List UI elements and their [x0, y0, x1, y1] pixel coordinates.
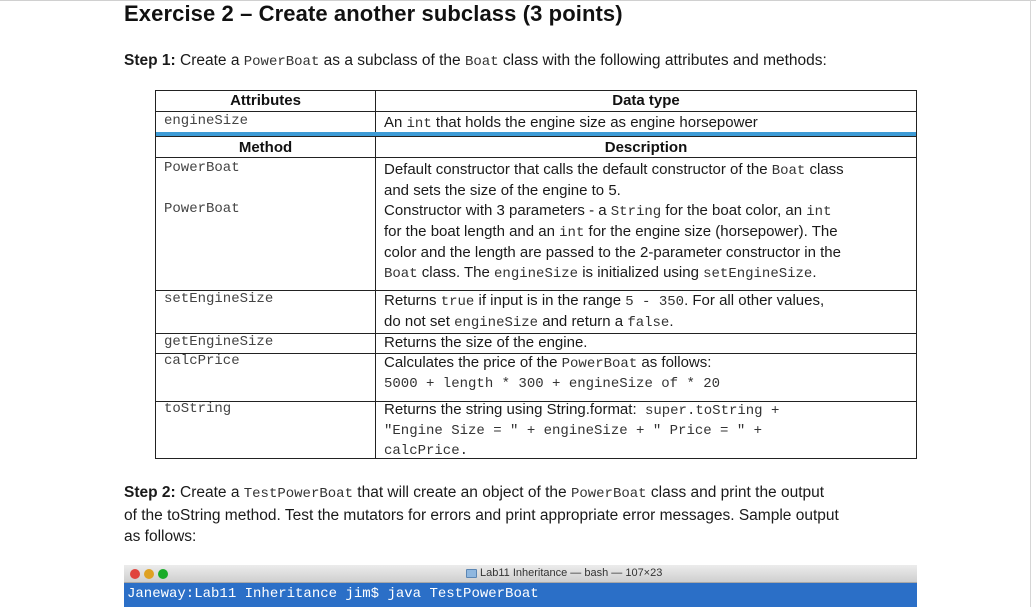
method-name-set-engine-size: setEngineSize: [164, 291, 274, 307]
step1-text: Create a: [175, 52, 244, 69]
method-name-get-engine-size: getEngineSize: [164, 334, 274, 350]
step1-code-boat: Boat: [464, 54, 499, 70]
right-border: [1030, 0, 1031, 607]
terminal-window: [124, 565, 917, 607]
method-desc-default-constructor: Default constructor that calls the default constructor of the Boat class and sets the size of the engine to 5.: [384, 161, 844, 199]
step1-paragraph: [124, 50, 827, 73]
attr-type-code: int: [406, 116, 432, 132]
step2-line: as follows:: [124, 528, 197, 545]
method-desc-set-engine-size: Returns true if input is in the range 5 - 350. For all other values, do not set engineSize and return a false.: [384, 292, 825, 331]
folder-icon: [466, 569, 477, 578]
minimize-window-button[interactable]: [144, 569, 154, 579]
step2-line: of the toString method. Test the mutators for errors and print appropriate error messages. Sample output: [124, 507, 839, 524]
exercise-title: Exercise 2 – Create another subclass (3 points): [124, 1, 623, 26]
terminal-command-line: Janeway:Lab11 Inheritance jim$ java TestPowerBoat: [127, 586, 539, 602]
row-divider: [156, 111, 916, 112]
method-name-calc-price: calcPrice: [164, 353, 240, 369]
method-name-param-constructor: PowerBoat: [164, 201, 240, 217]
terminal-body[interactable]: [124, 583, 917, 607]
class-spec-table: [155, 90, 917, 459]
attribute-name: engineSize: [164, 113, 249, 129]
step2-code-testpowerboat: TestPowerBoat: [243, 486, 353, 502]
zoom-window-button[interactable]: [158, 569, 168, 579]
step1-label: Step 1:: [124, 52, 176, 69]
step1-text: class with the following attributes and methods:: [498, 52, 827, 69]
step2-label: Step 2:: [124, 484, 176, 501]
terminal-titlebar[interactable]: [124, 565, 917, 583]
attributes-header: Attributes: [230, 92, 301, 109]
attribute-type: [384, 113, 912, 134]
method-desc-to-string: Returns the string using String.format: super.toString + "Engine Size = " + engineSize + " Price = " + calcPrice.: [384, 401, 780, 459]
data-type-header: Data type: [612, 92, 680, 109]
step2-code-powerboat: PowerBoat: [570, 486, 647, 502]
step1-text: as a subclass of the: [319, 52, 465, 69]
terminal-title: Lab11 Inheritance — bash — 107×23: [480, 567, 663, 579]
row-divider: [156, 136, 916, 137]
method-name-default-constructor: PowerBoat: [164, 160, 240, 176]
method-desc-get-engine-size: Returns the size of the engine.: [384, 334, 588, 351]
step1-code-powerboat: PowerBoat: [243, 54, 320, 70]
method-header: Method: [238, 139, 293, 156]
method-desc-calc-price: Calculates the price of the PowerBoat as follows: 5000 + length * 300 + engineSize of * 20: [384, 354, 721, 392]
step2-paragraph: Step 2: Create a TestPowerBoat that will create an object of the PowerBoat class and print the output of the toString method. Test the mutators for errors and print appropriate error messages. Sample output as follows:: [124, 482, 924, 547]
description-header: Description: [604, 139, 688, 156]
close-window-button[interactable]: [130, 569, 140, 579]
method-desc-param-constructor: Constructor with 3 parameters - a String for the boat color, an int for the boat length and an int for the engine size (horsepower). The color and the length are passed to the 2-parameter constructor in the Boat class. The engineSize is initialized using setEngineSize.: [384, 202, 841, 282]
method-name-to-string: toString: [164, 401, 232, 417]
attr-type-text: An: [384, 114, 407, 131]
attr-type-text: that holds the engine size as engine horsepower: [431, 114, 758, 131]
row-divider: [156, 157, 916, 158]
